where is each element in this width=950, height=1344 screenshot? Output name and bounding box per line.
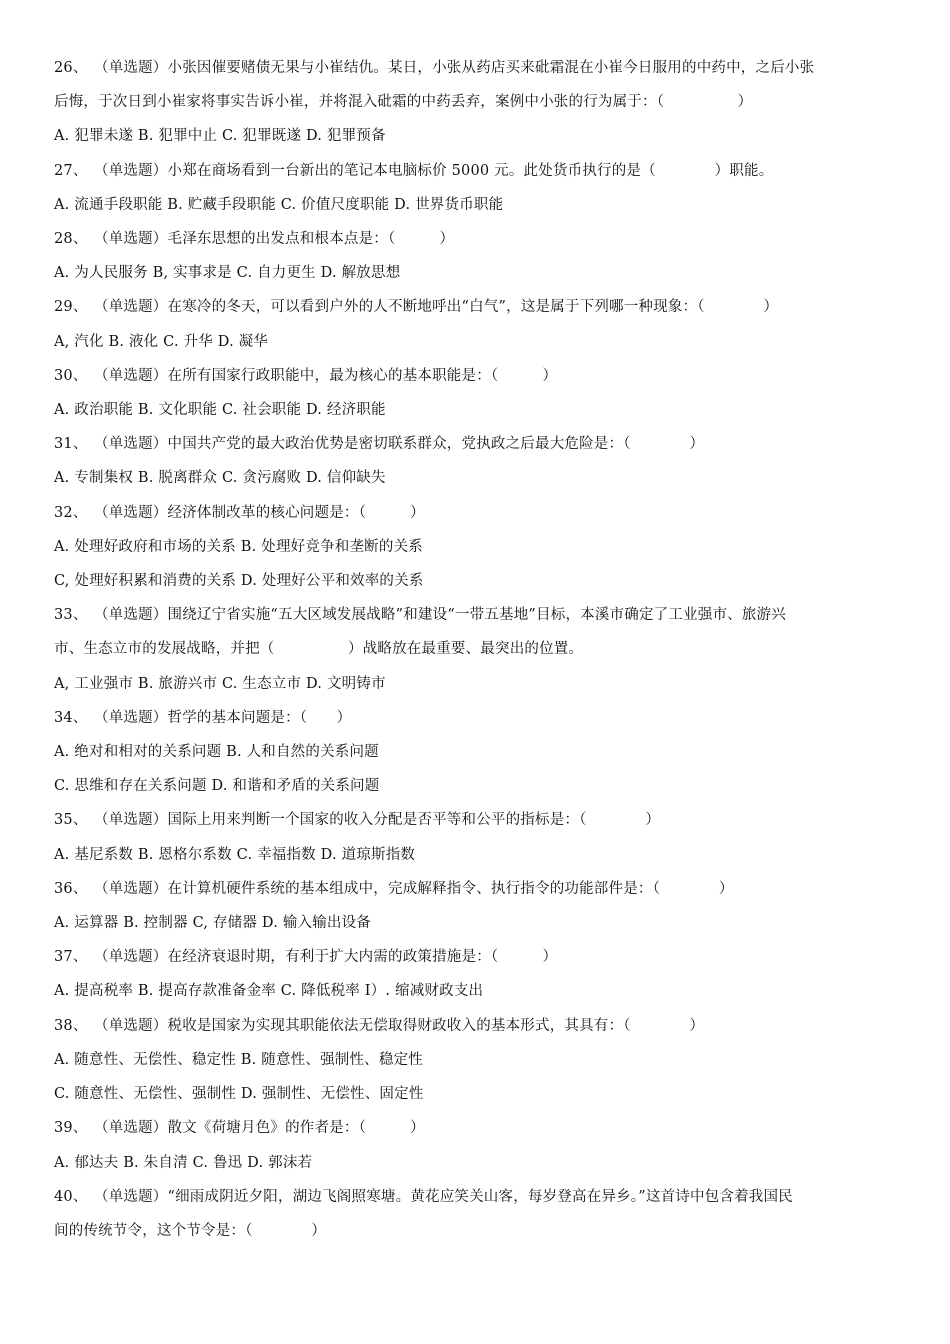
question-39: 39、 （单选题）散文《荷塘月色》的作者是：（ ） <box>54 1120 425 1137</box>
question-38-options-1: A. 随意性、无偿性、稳定性 B. 随意性、强制性、稳定性 <box>54 1051 423 1068</box>
question-26-line-2: 后悔，于次日到小崔家将事实告诉小崔，并将混入砒霜的中药丢弃，案例中小张的行为属于：（ ） <box>54 94 753 111</box>
question-28-options: A. 为人民服务 B, 实事求是 C. 自力更生 D. 解放思想 <box>54 265 401 282</box>
question-36: 36、 （单选题）在计算机硬件系统的基本组成中，完成解释指令、执行指令的功能部件是：（ ） <box>54 880 734 897</box>
question-32-options-1: A. 处理好政府和市场的关系 B. 处理好竞争和垄断的关系 <box>54 538 423 555</box>
question-33-line-2: 市、生态立市的发展战略，并把（ ）战略放在最重要、最突出的位置。 <box>54 641 584 658</box>
question-37-options: A. 提高税率 B. 提高存款准备金率 C. 降低税率 I）. 缩减财政支出 <box>54 983 484 1000</box>
question-33: 33、 （单选题）围绕辽宁省实施“五大区域发展战略”和建设“一带五基地”目标，本溪市确定了工业强市、旅游兴 <box>54 607 786 624</box>
question-27-options: A. 流通手段职能 B. 贮藏手段职能 C. 价值尺度职能 D. 世界货币职能 <box>54 196 504 213</box>
question-26: 26、 （单选题）小张因催要赌债无果与小崔结仇。某日，小张从药店买来砒霜混在小崔今日服用的中药中，之后小张 <box>54 60 815 76</box>
question-31-options: A. 专制集权 B. 脱离群众 C. 贪污腐败 D. 信仰缺失 <box>54 470 386 487</box>
question-34-options-1: A. 绝对和相对的关系问题 B. 人和自然的关系问题 <box>54 744 379 761</box>
question-38-options-2: C. 随意性、无偿性、强制性 D. 强制性、无偿性、固定性 <box>54 1086 424 1103</box>
question-35-options: A. 基尼系数 B. 恩格尔系数 C. 幸福指数 D. 道琼斯指数 <box>54 846 416 863</box>
question-36-options: A. 运算器 B. 控制器 C, 存储器 D. 输入输出设备 <box>54 915 372 932</box>
question-27: 27、 （单选题）小郑在商场看到一台新出的笔记本电脑标价 5000 元。此处货币执行的是（ ）职能。 <box>54 162 774 179</box>
question-29-options: A, 汽化 B. 液化 C. 升华 D. 凝华 <box>54 333 269 350</box>
question-35: 35、 （单选题）国际上用来判断一个国家的收入分配是否平等和公平的指标是：（ ） <box>54 812 661 829</box>
question-40-line-2: 间的传统节令，这个节令是：（ ） <box>54 1222 327 1239</box>
question-34: 34、 （单选题）哲学的基本问题是：（ ） <box>54 709 352 726</box>
question-30: 30、 （单选题）在所有国家行政职能中，最为核心的基本职能是：（ ） <box>54 367 558 384</box>
question-37: 37、 （单选题）在经济衰退时期，有利于扩大内需的政策措施是：（ ） <box>54 949 558 966</box>
question-39-options: A. 郁达夫 B. 朱自清 C. 鲁迅 D. 郭沫若 <box>54 1154 313 1171</box>
question-30-options: A. 政治职能 B. 文化职能 C. 社会职能 D. 经济职能 <box>54 402 386 419</box>
question-33-options: A, 工业强市 B. 旅游兴市 C. 生态立市 D. 文明铸市 <box>54 675 386 692</box>
question-38: 38、 （单选题）税收是国家为实现其职能依法无偿取得财政收入的基本形式，其具有：（ ） <box>54 1017 705 1034</box>
question-29: 29、 （单选题）在寒冷的冬天，可以看到户外的人不断地呼出“白气”，这是属于下列哪一种现象：（ ） <box>54 299 779 316</box>
question-31: 31、 （单选题）中国共产党的最大政治优势是密切联系群众，党执政之后最大危险是：（ ） <box>54 436 705 453</box>
question-34-options-2: C. 思维和存在关系问题 D. 和谐和矛盾的关系问题 <box>54 778 380 795</box>
question-40: 40、 （单选题）“细雨成阴近夕阳，湖边飞阁照寒塘。黄花应笑关山客，每岁登高在异乡。”这首诗中包含着我国民 <box>54 1188 793 1205</box>
question-28: 28、 （单选题）毛泽东思想的出发点和根本点是：（ ） <box>54 231 455 248</box>
question-32-options-2: C, 处理好积累和消费的关系 D. 处理好公平和效率的关系 <box>54 573 424 590</box>
question-32: 32、 （单选题）经济体制改革的核心问题是：（ ） <box>54 504 425 521</box>
question-26-options: A. 犯罪未遂 B. 犯罪中止 C. 犯罪既遂 D. 犯罪预备 <box>54 128 386 145</box>
